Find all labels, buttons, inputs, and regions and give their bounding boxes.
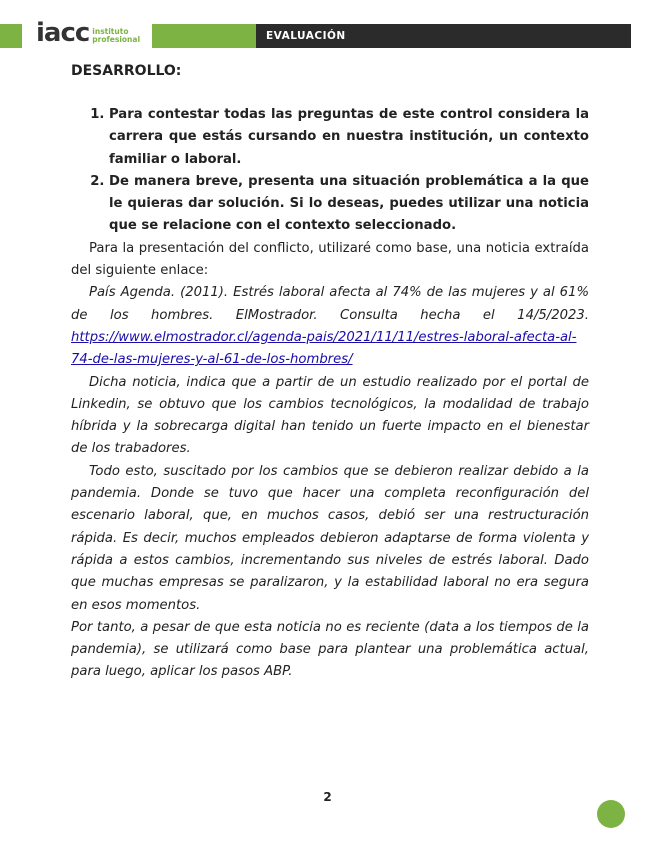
document-body [71, 104, 589, 684]
instruction-item: 1. Para contestar todas las preguntas de este control considera la carrera que estás cursando en nuestra institución, un contexto familiar o laboral. [109, 104, 589, 171]
body-paragraph-1: Dicha noticia, indica que a partir de un estudio realizado por el portal de Linkedin, se obtuvo que los cambios tecnológicos, la modalidad de trabajo híbrida y la sobrecarga digital han tenido un fuerte impacto en el bienestar de los trabadores. [71, 374, 589, 457]
header-arrow-notch [248, 24, 256, 48]
body-paragraph-3: Por tanto, a pesar de que esta noticia no es reciente (data a los tiempos de la pandemia), se utilizará como base para plantear una problemática actual, para luego, aplicar los pasos ABP. [71, 619, 589, 680]
body-paragraph-2: Todo esto, suscitado por los cambios que se debieron realizar debido a la pandemia. Donde se tuvo que hacer una completa reconfiguración del escenario laboral, que, en muchos casos, debió ser una restructuración rápida. Es decir, muchos empleados debieron adaptarse de forma violenta y rápida a estos cambios, incrementando sus niveles de estrés laboral. Dado que muchas empresas se paralizaron, y la estabilidad laboral no era segura en esos momentos. [71, 463, 589, 613]
logo-subtitle: instituto profesional [92, 27, 141, 44]
intro-paragraph: Para la presentación del conflicto, utilizaré como base, una noticia extraída del siguiente enlace: [71, 240, 589, 279]
header-green-block [0, 24, 22, 48]
iacc-logo [36, 20, 140, 46]
instruction-item: 2. De manera breve, presenta una situación problemática a la que le quieras dar solución. Si lo deseas, puedes utilizar una noticia que se relacione con el contexto seleccionado. [109, 171, 589, 238]
logo-wordmark: iacc [36, 18, 90, 48]
header-title: EVALUACIÓN [266, 30, 346, 42]
citation-link[interactable]: https://www.elmostrador.cl/agenda-pais/2021/11/11/estres-laboral-afecta-al-74-de-las-mujeres-y-al-61-de-los-hombres/ [71, 329, 577, 368]
citation-text: País Agenda. (2011). Estrés laboral afecta al 74% de las mujeres y al 61% de los hombres. ElMostrador. Consulta hecha el 14/5/2023. [71, 285, 589, 323]
citation-paragraph [71, 282, 589, 371]
corner-green-dot [597, 800, 625, 828]
section-title: DESARROLLO: [71, 63, 182, 79]
instructions-list [71, 104, 589, 238]
header-green-bar [152, 24, 256, 48]
page-number: 2 [323, 790, 332, 804]
